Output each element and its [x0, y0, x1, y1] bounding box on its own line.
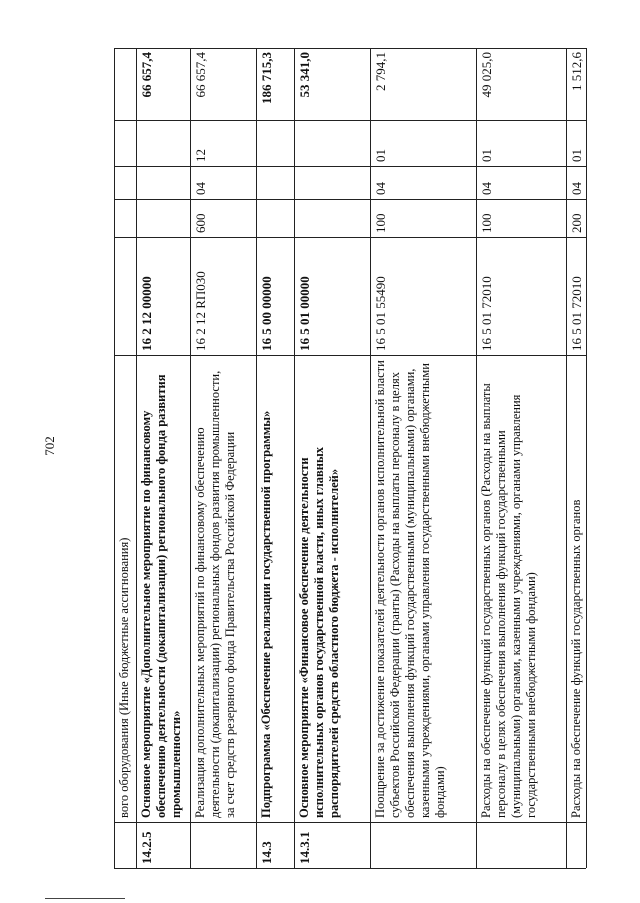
column-border [114, 199, 586, 200]
column-border [114, 166, 586, 167]
cell-num [566, 822, 586, 868]
cell-num [114, 822, 136, 868]
column-border [114, 868, 586, 869]
cell-code [190, 237, 256, 355]
cell-text-vr: 100 [373, 213, 388, 233]
row-border [566, 48, 567, 868]
cell-text-desc: Поощрение за достижение показателей деятельности органов исполнительной власти субъектов Российской Федерации (гранты) (Расходы на выплаты персоналу в целях обеспечения выполнения функций государственными (муниципальными) органами, казенными учреждениями, органами управления государственными внебюджетными фондами) [373, 360, 447, 818]
cell-text-code: 16 5 01 72010 [569, 276, 584, 351]
cell-text-sum: 1 512,6 [569, 52, 584, 91]
cell-text-code: 16 5 01 00000 [297, 276, 312, 351]
cell-text-pr: 01 [569, 149, 584, 162]
cell-desc [566, 355, 586, 822]
cell-num [294, 822, 370, 868]
cell-text-vr: 100 [479, 213, 494, 233]
cell-rz [114, 166, 136, 199]
cell-text-num: 14.3.1 [297, 831, 312, 864]
cell-vr [476, 199, 566, 237]
cell-text-rz: 04 [569, 182, 584, 195]
cell-code [294, 237, 370, 355]
cell-text-pr: 12 [193, 149, 208, 162]
cell-rz [370, 166, 476, 199]
cell-text-pr: 01 [479, 149, 494, 162]
cell-num [476, 822, 566, 868]
cell-text-rz: 04 [479, 182, 494, 195]
cell-text-desc: Реализация дополнительных мероприятий по финансовому обеспечению деятельности (докапитализации) региональных фондов развития промышленности, за счет средств резервного фонда Правительства Российской Федерации [193, 370, 237, 818]
cell-rz [566, 166, 586, 199]
cell-sum [370, 48, 476, 120]
cell-text-sum: 49 025,0 [479, 52, 494, 98]
cell-text-code: 16 5 01 72010 [479, 276, 494, 351]
cell-sum [476, 48, 566, 120]
row-border [114, 48, 115, 868]
cell-pr [256, 120, 294, 166]
cell-text-num: 14.2.5 [139, 831, 154, 864]
cell-text-sum: 66 657,4 [193, 52, 208, 98]
cell-num [370, 822, 476, 868]
cell-desc [294, 355, 370, 822]
cell-text-code: 16 2 12 RП030 [193, 271, 208, 351]
column-border [114, 120, 586, 121]
cell-rz [136, 166, 190, 199]
cell-sum [566, 48, 586, 120]
cell-num [190, 822, 256, 868]
cell-vr [294, 199, 370, 237]
cell-code [256, 237, 294, 355]
cell-num [256, 822, 294, 868]
cell-text-pr: 01 [373, 149, 388, 162]
column-border [114, 822, 586, 823]
cell-vr [136, 199, 190, 237]
cell-text-rz: 04 [373, 182, 388, 195]
cell-sum [256, 48, 294, 120]
cell-pr [136, 120, 190, 166]
cell-sum [136, 48, 190, 120]
cell-sum [294, 48, 370, 120]
row-border [190, 48, 191, 868]
cell-text-sum: 186 715,3 [259, 52, 274, 104]
cell-text-sum: 53 341,0 [297, 52, 312, 98]
cell-desc [370, 355, 476, 822]
cell-desc [476, 355, 566, 822]
cell-text-code: 16 5 01 55490 [373, 276, 388, 351]
cell-rz [256, 166, 294, 199]
row-border [256, 48, 257, 868]
cell-code [476, 237, 566, 355]
column-border [114, 48, 586, 49]
cell-rz [294, 166, 370, 199]
cell-pr [294, 120, 370, 166]
cell-desc [190, 355, 256, 822]
cell-text-desc: Основное мероприятие «Финансовое обеспечение деятельности исполнительных органов государственной власти, иных главных распорядителей средств областного бюджета - исполнителей» [297, 447, 341, 818]
cell-sum [190, 48, 256, 120]
cell-pr [190, 120, 256, 166]
cell-desc [136, 355, 190, 822]
cell-text-desc: вого оборудования (Иные бюджетные ассигнования) [117, 537, 131, 818]
row-border [294, 48, 295, 868]
cell-text-sum: 2 794,1 [373, 52, 388, 91]
footer-rule [45, 898, 125, 899]
cell-pr [370, 120, 476, 166]
cell-text-desc: Расходы на обеспечение функций государственных органов (Расходы на выплаты персоналу в целях обеспечения выполнения функций государственными (муниципальными) органами, казенными учреждениями, органами управления государственными внебюджетными фондами) [479, 383, 538, 818]
cell-text-desc: Расходы на обеспечение функций государственных органов [569, 499, 583, 818]
cell-text-num: 14.3 [259, 841, 274, 864]
cell-pr [114, 120, 136, 166]
cell-code [114, 237, 136, 355]
cell-rz [190, 166, 256, 199]
cell-code [566, 237, 586, 355]
cell-rz [476, 166, 566, 199]
cell-vr [370, 199, 476, 237]
cell-vr [114, 199, 136, 237]
cell-code [370, 237, 476, 355]
cell-text-vr: 600 [193, 213, 208, 233]
column-border [114, 355, 586, 356]
cell-code [136, 237, 190, 355]
row-border [136, 48, 137, 868]
cell-vr [190, 199, 256, 237]
cell-vr [256, 199, 294, 237]
cell-text-vr: 200 [569, 213, 584, 233]
cell-vr [566, 199, 586, 237]
cell-desc [256, 355, 294, 822]
row-border [476, 48, 477, 868]
cell-text-desc: Основное мероприятие «Дополнительное мероприятие по финансовому обеспечению деятельности (докапитализации) регионального фонда развития промышленности» [139, 374, 183, 818]
cell-pr [566, 120, 586, 166]
cell-desc [114, 355, 136, 822]
cell-text-code: 16 5 00 00000 [259, 276, 274, 351]
row-border [370, 48, 371, 868]
cell-text-desc: Подпрограмма «Обеспечение реализации государственной программы» [259, 410, 273, 818]
cell-pr [476, 120, 566, 166]
column-border [114, 237, 586, 238]
page-number: 702 [42, 436, 57, 456]
cell-text-rz: 04 [193, 182, 208, 195]
cell-text-code: 16 2 12 00000 [139, 276, 154, 351]
cell-num [136, 822, 190, 868]
row-border [586, 48, 587, 868]
cell-text-sum: 66 657,4 [139, 52, 154, 98]
cell-sum [114, 48, 136, 120]
